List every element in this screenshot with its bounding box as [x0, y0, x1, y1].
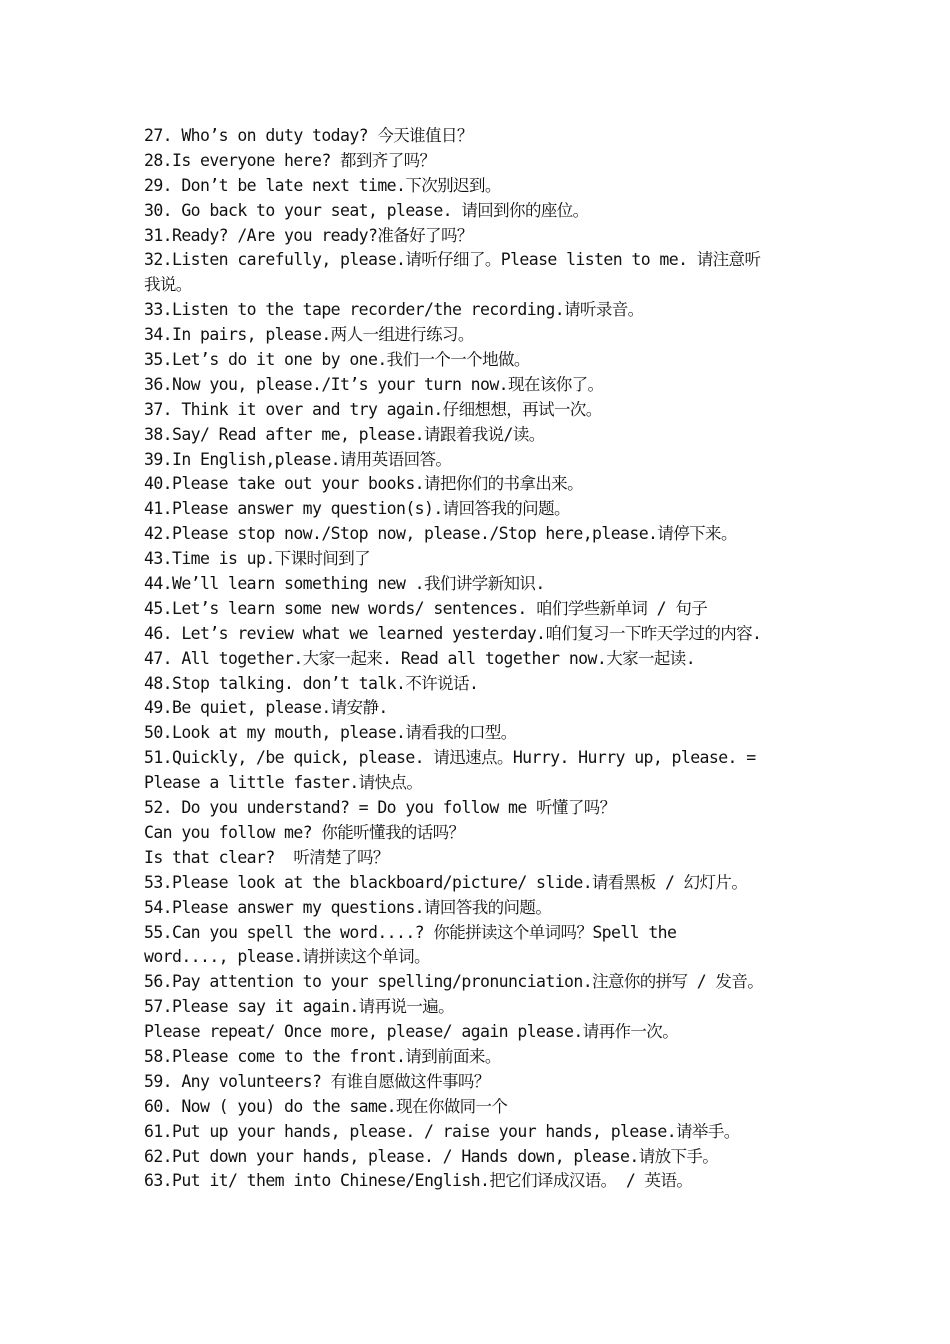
- text-line: 40.Please take out your books.请把你们的书拿出来。: [144, 474, 584, 494]
- text-line: 37. Think it over and try again.仔细想想，再试一次。: [144, 399, 602, 419]
- text-line: 49.Be quiet, please.请安静.: [144, 698, 388, 718]
- text-line: 50.Look at my mouth, please.请看我的口型。: [144, 723, 517, 743]
- text-line: 39.In English,please.请用英语回答。: [144, 449, 452, 469]
- text-line: 63.Put it/ them into Chinese/English.把它们译成汉语。 / 英语。: [144, 1171, 693, 1191]
- text-line: 35.Let’s do it one by one.我们一个一个地做。: [144, 350, 530, 370]
- text-line: 30. Go back to your seat, please. 请回到你的座位。: [144, 200, 589, 220]
- text-line: word...., please.请拼读这个单词。: [144, 947, 430, 967]
- text-line: 33.Listen to the tape recorder/the recording.请听录音。: [144, 300, 644, 320]
- text-line: 46. Let’s review what we learned yesterday.咱们复习一下昨天学过的内容.: [144, 623, 762, 643]
- text-line: 42.Please stop now./Stop now, please./Stop here,please.请停下来。: [144, 524, 737, 544]
- text-line: 27. Who’s on duty today? 今天谁值日？: [144, 126, 473, 145]
- text-line: 我说。: [144, 275, 192, 295]
- text-line: 44.We’ll learn something new .我们讲学新知识.: [144, 574, 545, 594]
- text-line: Please repeat/ Once more, please/ again please.请再作一次。: [144, 1022, 679, 1042]
- text-line: 56.Pay attention to your spelling/pronunciation.注意你的拼写 / 发音。: [144, 972, 764, 992]
- document-page: [144, 124, 824, 1194]
- text-line: 57.Please say it again.请再说一遍。: [144, 997, 455, 1017]
- text-line: 31.Ready? /Are you ready?准备好了吗？: [144, 225, 473, 245]
- text-line: 36.Now you, please./It’s your turn now.现在该你了。: [144, 374, 604, 394]
- text-line: 52. Do you understand? = Do you follow me 听懂了吗？: [144, 798, 616, 818]
- text-line: 53.Please look at the blackboard/picture/ slide.请看黑板 / 幻灯片。: [144, 872, 748, 892]
- text-line: 47. All together.大家一起来. Read all together now.大家一起读.: [144, 648, 696, 668]
- text-line: 38.Say/ Read after me, please.请跟着我说/读。: [144, 424, 545, 444]
- text-line: 28.Is everyone here? 都到齐了吗？: [144, 150, 436, 170]
- text-line: 54.Please answer my questions.请回答我的问题。: [144, 897, 552, 917]
- text-line: 43.Time is up.下课时间到了: [144, 549, 371, 569]
- text-line: 29. Don’t be late next time.下次别迟到。: [144, 175, 501, 195]
- text-line: 59. Any volunteers? 有谁自愿做这件事吗？: [144, 1071, 490, 1091]
- text-line: 45.Let’s learn some new words/ sentences. 咱们学些新单词 / 句子: [144, 598, 708, 618]
- text-line: 55.Can you spell the word....? 你能拼读这个单词吗？Spell the: [144, 922, 677, 942]
- text-line: 61.Put up your hands, please. / raise your hands, please.请举手。: [144, 1121, 740, 1141]
- text-line: 51.Quickly, /be quick, please. 请迅速点。Hurry. Hurry up, please. =: [144, 748, 756, 768]
- text-line: Can you follow me? 你能听懂我的话吗？: [144, 822, 465, 842]
- text-line: 48.Stop talking. don’t talk.不许说话.: [144, 673, 479, 693]
- text-line: 32.Listen carefully, please.请听仔细了。Please listen to me. 请注意听: [144, 250, 761, 270]
- text-line: 34.In pairs, please.两人一组进行练习。: [144, 325, 474, 345]
- text-line: 41.Please answer my question(s).请回答我的问题。: [144, 499, 570, 519]
- text-line: Please a little faster.请快点。: [144, 773, 423, 793]
- text-line: 62.Put down your hands, please. / Hands down, please.请放下手。: [144, 1146, 719, 1166]
- text-line: 58.Please come to the front.请到前面来。: [144, 1046, 501, 1066]
- text-line: Is that clear? 听清楚了吗？: [144, 847, 389, 867]
- text-line: 60. Now ( you) do the same.现在你做同一个: [144, 1096, 508, 1116]
